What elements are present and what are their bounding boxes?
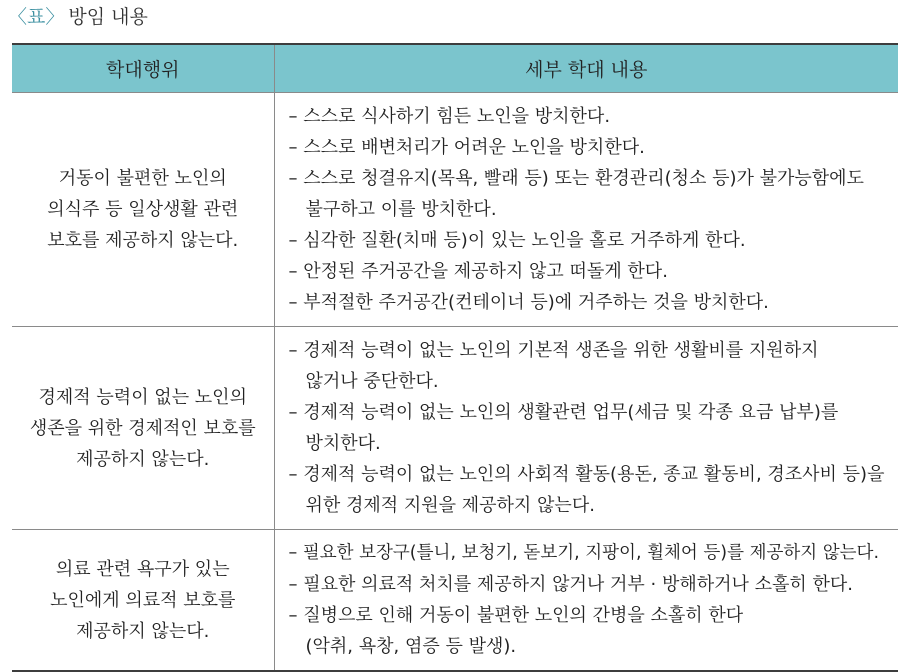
caption-mark: 〈표〉 [8, 6, 65, 28]
detail-line: – 스스로 식사하기 힘든 노인을 방치한다. [288, 106, 611, 127]
detail-line: – 필요한 보장구(틀니, 보청기, 돋보기, 지팡이, 휠체어 등)를 제공하지 않는다. [288, 543, 880, 563]
detail-line: – 스스로 배변처리가 어려운 노인을 방치한다. [288, 137, 645, 158]
detail-line: 방치한다. [305, 433, 381, 454]
act-line: 생존을 위한 경제적인 보호를 [29, 417, 256, 439]
detail-line: 위한 경제적 지원을 제공하지 않는다. [305, 495, 595, 516]
detail-line: (악취, 욕창, 염증 등 발생). [305, 636, 517, 657]
abuse-act-cell [12, 327, 274, 530]
act-line: 의료 관련 욕구가 있는 [55, 558, 230, 580]
act-line: 경제적 능력이 없는 노인의 [38, 386, 247, 408]
detail-line: – 부적절한 주거공간(컨테이너 등)에 거주하는 것을 방치한다. [288, 292, 769, 313]
table-caption [8, 4, 148, 30]
detail-line: – 경제적 능력이 없는 노인의 생활관련 업무(세금 및 각종 요금 납부)를 [288, 402, 839, 423]
abuse-detail-cell [274, 93, 898, 327]
table-header-row [12, 44, 898, 93]
detail-line: 않거나 중단한다. [305, 371, 439, 392]
detail-line: – 질병으로 인해 거동이 불편한 노인의 간병을 소홀히 한다 [288, 605, 744, 626]
detail-line: – 스스로 청결유지(목욕, 빨래 등) 또는 환경관리(청소 등)가 불가능함에도 [288, 168, 864, 189]
abuse-detail-cell [274, 530, 898, 672]
abuse-act-cell [12, 93, 274, 327]
neglect-table [12, 43, 898, 672]
detail-line: 불구하고 이를 방치한다. [305, 199, 497, 220]
abuse-detail-cell [274, 327, 898, 530]
table-row [12, 530, 898, 672]
act-line: 제공하지 않는다. [76, 448, 210, 470]
header-abuse-detail: 세부 학대 내용 [274, 44, 898, 93]
detail-line: – 경제적 능력이 없는 노인의 사회적 활동(용돈, 종교 활동비, 경조사비 등)을 [288, 464, 885, 485]
detail-line: – 필요한 의료적 처치를 제공하지 않거나 거부 · 방해하거나 소홀히 한다. [288, 574, 854, 595]
detail-line: – 경제적 능력이 없는 노인의 기본적 생존을 위한 생활비를 지원하지 [288, 340, 819, 361]
act-line: 의식주 등 일상생활 관련 [47, 199, 239, 220]
act-line: 거동이 불편한 노인의 [58, 168, 227, 189]
table-row [12, 327, 898, 530]
abuse-act-cell [12, 530, 274, 672]
detail-line: – 안정된 주거공간을 제공하지 않고 떠돌게 한다. [288, 261, 668, 282]
header-abuse-act: 학대행위 [12, 44, 274, 93]
act-line: 제공하지 않는다. [76, 620, 210, 642]
act-line: 보호를 제공하지 않는다. [47, 230, 239, 251]
table-row [12, 93, 898, 327]
caption-text: 방임 내용 [68, 6, 148, 28]
detail-line: – 심각한 질환(치매 등)이 있는 노인을 홀로 거주하게 한다. [288, 230, 746, 251]
act-line: 노인에게 의료적 보호를 [50, 589, 236, 611]
